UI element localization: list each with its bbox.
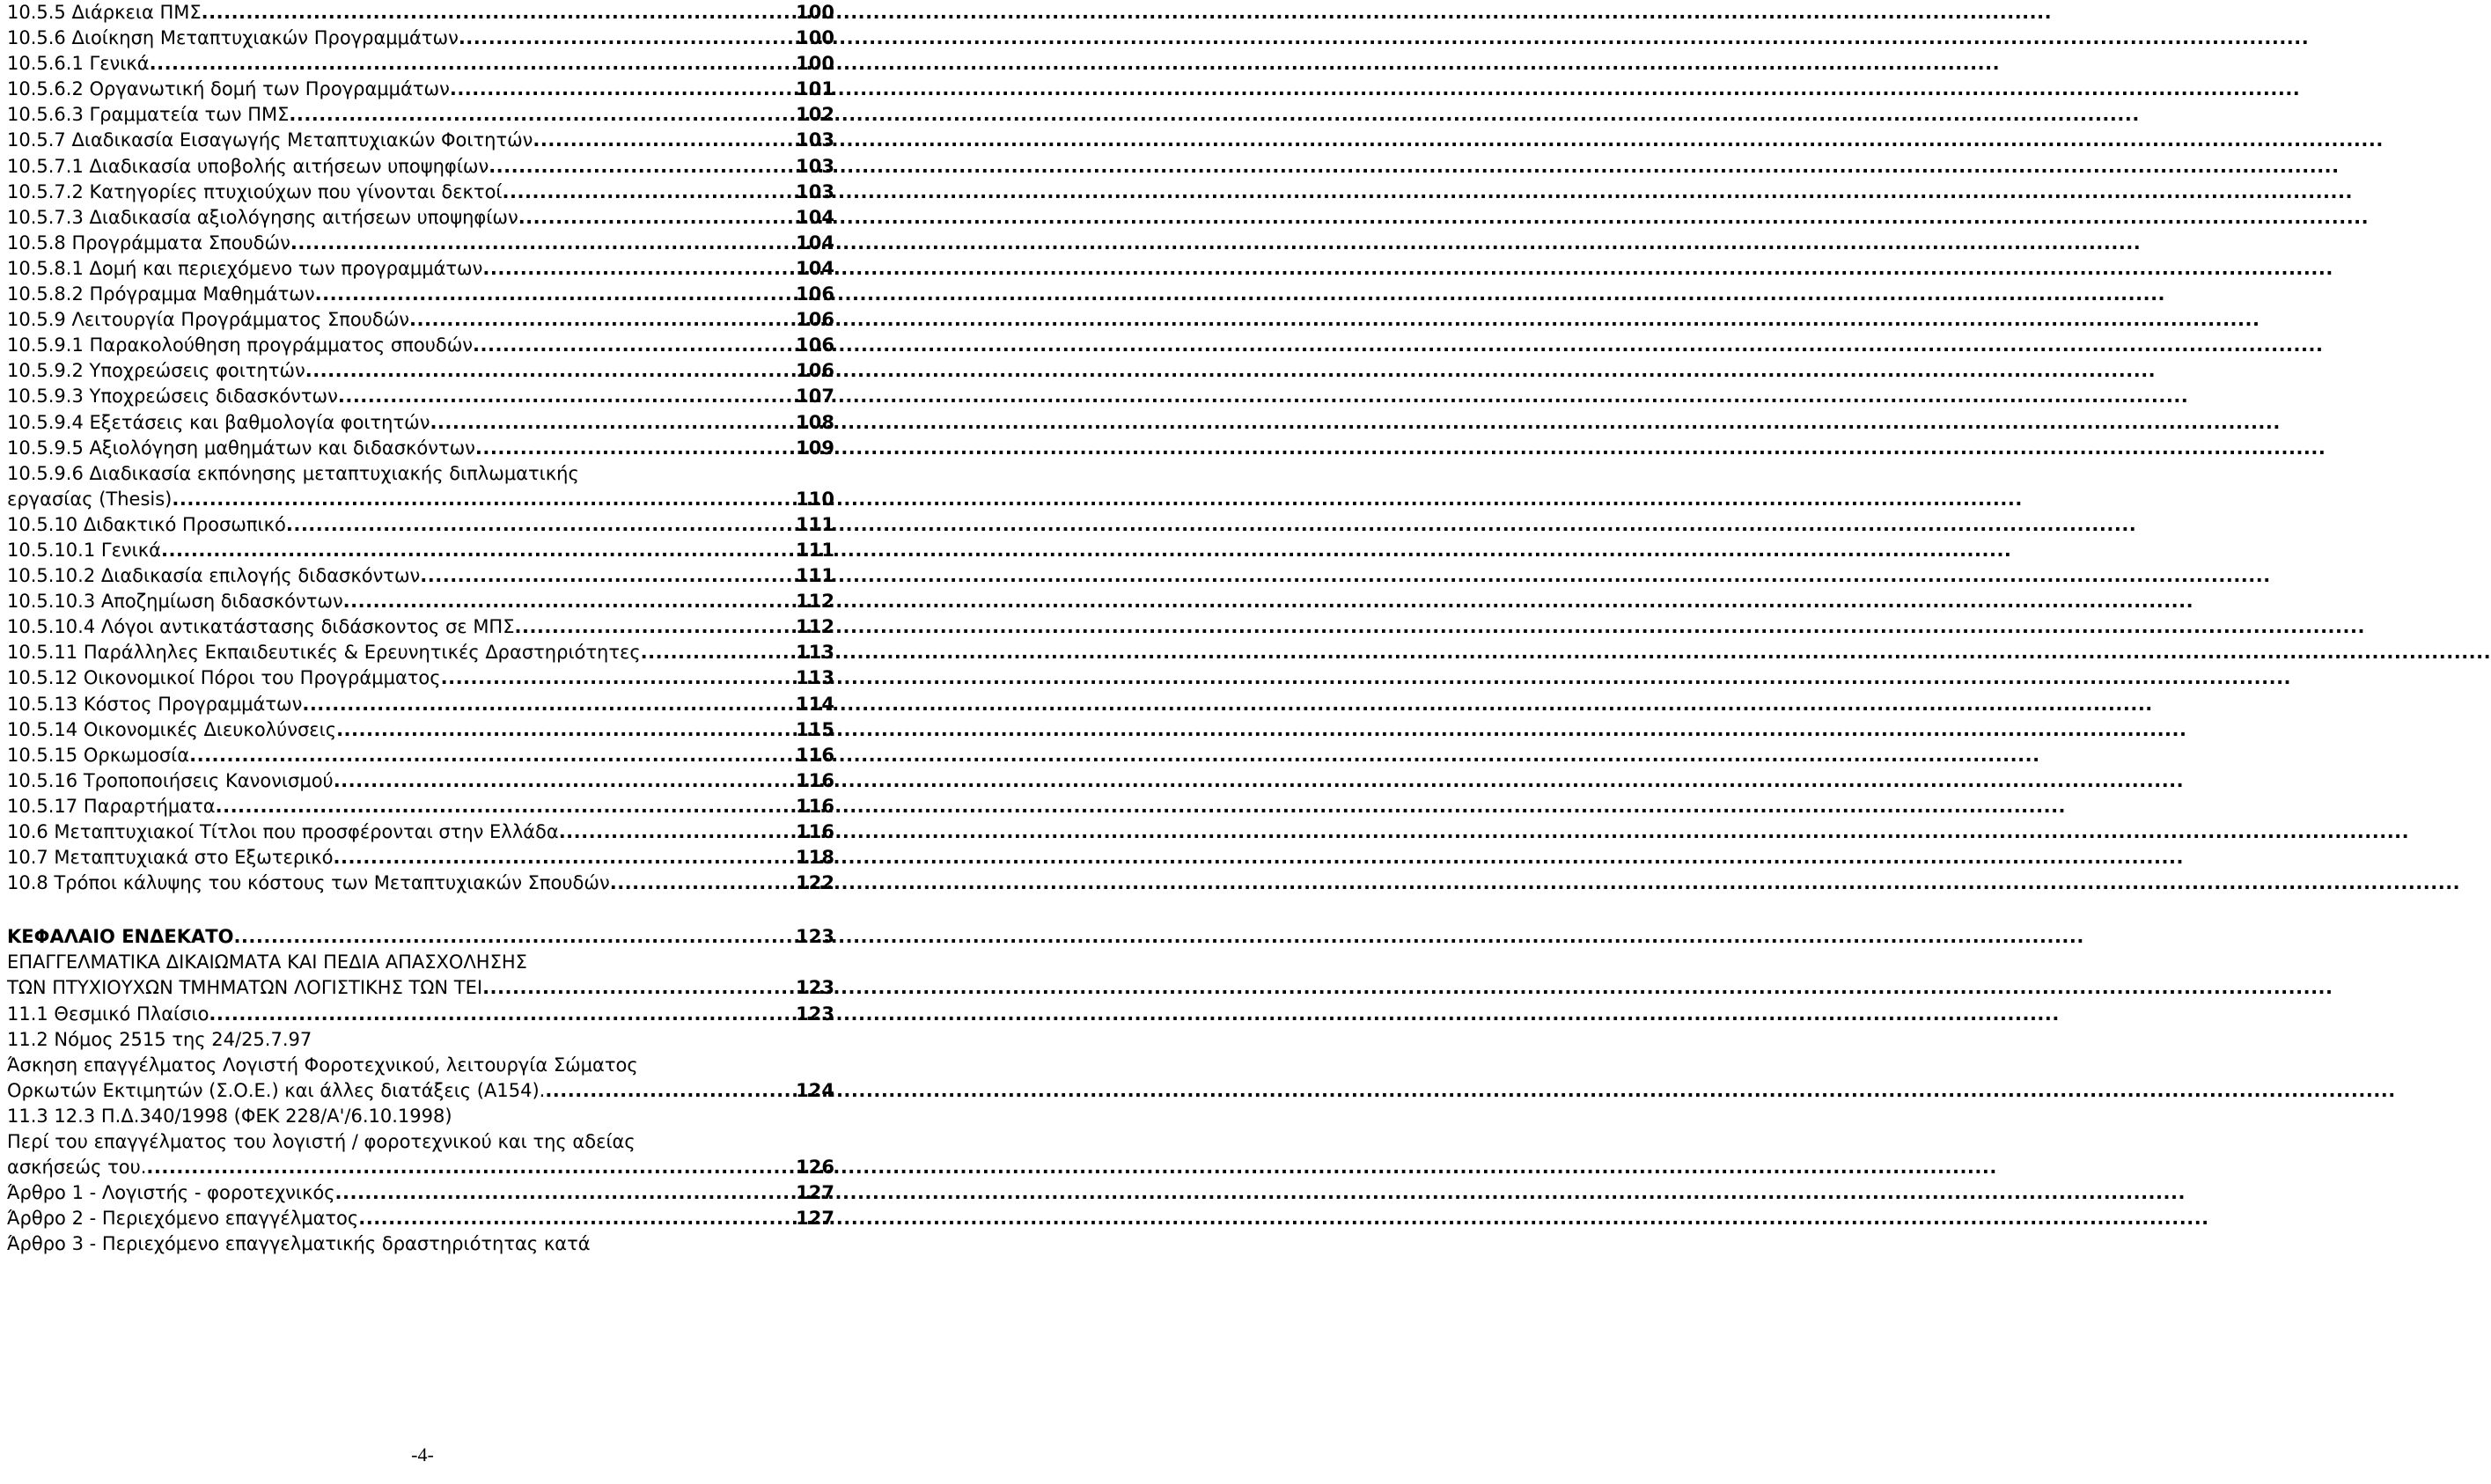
toc-entry-title: 10.5.10.2 Διαδικασία επιλογής διδασκόντων bbox=[7, 565, 421, 587]
toc-entry-title: 10.5.6.1 Γενικά bbox=[7, 53, 150, 75]
toc-entry[interactable] bbox=[7, 487, 834, 512]
toc-entry-page: 104 bbox=[796, 206, 834, 228]
toc-entry-page: 102 bbox=[796, 104, 834, 126]
toc-entry-title: 10.5.6.3 Γραμματεία των ΠΜΣ bbox=[7, 104, 290, 126]
dot-leader bbox=[202, 0, 794, 26]
toc-entry-title: 10.5.8 Προγράμματα Σπουδών bbox=[7, 231, 290, 253]
toc-entry-title: 10.5.6 Διοίκηση Μεταπτυχιακών Προγραμμάτων bbox=[7, 27, 459, 49]
toc-entry-page: 106 bbox=[796, 283, 834, 305]
dot-leader bbox=[409, 307, 793, 333]
dot-leader bbox=[482, 975, 793, 1001]
toc-entry[interactable] bbox=[7, 743, 834, 768]
dot-leader bbox=[216, 794, 794, 819]
dot-leader bbox=[315, 282, 794, 307]
toc-entry[interactable] bbox=[7, 692, 834, 717]
spacer bbox=[7, 896, 834, 924]
toc-entry-page: 109 bbox=[796, 437, 834, 459]
dot-leader bbox=[338, 384, 793, 409]
toc-entry-title: 11.1 Θεσμικό Πλαίσιο bbox=[7, 1003, 209, 1025]
dot-leader bbox=[146, 1155, 793, 1180]
toc-entry-page: 112 bbox=[796, 591, 834, 613]
toc-entry[interactable] bbox=[7, 538, 834, 563]
toc-entry[interactable] bbox=[7, 1180, 834, 1206]
toc-entry[interactable] bbox=[7, 1206, 834, 1231]
toc-entry-title: 10.7 Μεταπτυχιακά στο Εξωτερικό bbox=[7, 847, 334, 869]
dot-leader bbox=[441, 665, 794, 691]
toc-entry-page: 106 bbox=[796, 360, 834, 382]
toc-entry[interactable] bbox=[7, 794, 834, 819]
toc-entry-title: 10.5.7.1 Διαδικασία υποβολής αιτήσεων υποψηφίων bbox=[7, 155, 489, 177]
toc-entry[interactable] bbox=[7, 1078, 834, 1104]
chapter-subtitle-line bbox=[7, 950, 834, 975]
dot-leader bbox=[503, 180, 794, 205]
toc-entry-page: 101 bbox=[796, 78, 834, 100]
toc-entry-title: 10.5.9.1 Παρακολούθηση προγράμματος σπουδών bbox=[7, 334, 474, 356]
toc-entry[interactable] bbox=[7, 205, 834, 231]
toc-entry-title: 10.5.7.3 Διαδικασία αξιολόγησης αιτήσεων υποψηφίων bbox=[7, 206, 518, 228]
toc-entry[interactable] bbox=[7, 102, 834, 128]
toc-entry-title: 10.5.9.3 Υποχρεώσεις διδασκόντων bbox=[7, 386, 338, 408]
toc-entry-title: 10.5.8.1 Δομή και περιεχόμενο των προγραμμάτων bbox=[7, 257, 483, 279]
dot-leader bbox=[209, 1002, 793, 1027]
toc-entry[interactable] bbox=[7, 845, 834, 871]
dot-leader bbox=[334, 845, 794, 871]
toc-entry-page: 116 bbox=[796, 769, 834, 791]
toc-entry-title: 10.5.6.2 Οργανωτική δομή των Προγραμμάτων bbox=[7, 78, 450, 100]
toc-entry-line bbox=[7, 1053, 834, 1078]
toc-entry-page: 100 bbox=[796, 2, 834, 23]
toc-entry[interactable] bbox=[7, 512, 834, 538]
toc-entry[interactable] bbox=[7, 180, 834, 205]
toc-entry-page: 116 bbox=[796, 744, 834, 766]
toc-entry-title: 10.5.15 Ορκωμοσία bbox=[7, 744, 190, 766]
toc-entry[interactable] bbox=[7, 0, 834, 26]
chapter-subtitle: ΕΠΑΓΓΕΛΜΑΤΙΚΑ ΔΙΚΑΙΩΜΑΤΑ ΚΑΙ ΠΕΔΙΑ ΑΠΑΣΧΟΛΗΣΗΣ bbox=[7, 951, 527, 973]
toc-entry-title: 10.5.9.6 Διαδικασία εκπόνησης μεταπτυχιακής διπλωματικής bbox=[7, 462, 579, 484]
toc-entry-page: 106 bbox=[796, 309, 834, 331]
toc-entry-title: 10.5.7.2 Κατηγορίες πτυχιούχων που γίνονται δεκτοί bbox=[7, 180, 503, 202]
dot-leader bbox=[473, 333, 793, 358]
dot-leader bbox=[515, 614, 794, 640]
toc-entry-title: 10.5.17 Παραρτήματα bbox=[7, 795, 216, 817]
toc-entry-page: 113 bbox=[796, 642, 834, 664]
toc-entry-page: 111 bbox=[796, 513, 834, 535]
dot-leader bbox=[161, 538, 793, 563]
toc-entry-line bbox=[7, 1027, 834, 1053]
toc-entry-page: 108 bbox=[796, 411, 834, 433]
toc-entry-line bbox=[7, 1129, 834, 1155]
toc-entry[interactable] bbox=[7, 819, 834, 845]
toc-entry[interactable] bbox=[7, 231, 834, 256]
dot-leader bbox=[305, 358, 793, 384]
toc-entry[interactable] bbox=[7, 256, 834, 282]
toc-entry[interactable] bbox=[7, 589, 834, 614]
toc-entry[interactable] bbox=[7, 333, 834, 358]
toc-group-10-5-5-to-10-5-9-5 bbox=[7, 0, 834, 461]
dot-leader bbox=[533, 128, 793, 153]
toc-entry-title: Άρθρο 2 - Περιεχόμενο επαγγέλματος bbox=[7, 1208, 359, 1230]
toc-entry-page: 100 bbox=[796, 53, 834, 75]
toc-entry-title: 10.5.9 Λειτουργία Προγράμματος Σπουδών bbox=[7, 309, 410, 331]
dot-leader bbox=[610, 871, 793, 896]
toc-entry-title: 10.5.10.1 Γενικά bbox=[7, 539, 161, 561]
toc-entry-page: 115 bbox=[796, 718, 834, 740]
dot-leader bbox=[459, 26, 793, 51]
toc-entry-page: 110 bbox=[796, 488, 834, 510]
toc-entry-title: εργασίας (Thesis) bbox=[7, 488, 173, 510]
toc-entry[interactable] bbox=[7, 410, 834, 436]
toc-entry-page: 122 bbox=[796, 872, 834, 894]
toc-entry[interactable] bbox=[7, 77, 834, 102]
toc-entry[interactable] bbox=[7, 26, 834, 51]
toc-entry-title: 10.5.13 Κόστος Προγραμμάτων bbox=[7, 693, 303, 715]
toc-entry[interactable] bbox=[7, 282, 834, 307]
toc-entry-page: 100 bbox=[796, 27, 834, 49]
dot-leader bbox=[545, 1078, 793, 1104]
chapter-title: ΚΕΦΑΛΑΙΟ ΕΝΔΕΚΑΤΟ bbox=[7, 926, 234, 948]
toc-entry-page: 103 bbox=[796, 155, 834, 177]
toc-entry-title: Άρθρο 3 - Περιεχόμενο επαγγελματικής δραστηριότητας κατά bbox=[7, 1233, 591, 1255]
toc-entry-title: 10.5.10.3 Αποζημίωση διδασκόντων bbox=[7, 591, 343, 613]
toc-entry-page: 104 bbox=[796, 257, 834, 279]
toc-entry[interactable] bbox=[7, 358, 834, 384]
dot-leader bbox=[334, 768, 793, 794]
toc-entry[interactable] bbox=[7, 436, 834, 461]
dot-leader bbox=[482, 256, 793, 282]
table-of-contents bbox=[7, 0, 834, 1258]
toc-entry-title: Περί του επαγγέλματος του λογιστή / φοροτεχνικού και της αδείας bbox=[7, 1131, 636, 1153]
dot-leader bbox=[172, 487, 793, 512]
dot-leader bbox=[420, 563, 793, 589]
toc-entry-page: 111 bbox=[796, 565, 834, 587]
toc-entry-title: 10.6 Μεταπτυχιακοί Τίτλοι που προσφέρονται στην Ελλάδα bbox=[7, 821, 559, 842]
dot-leader bbox=[489, 154, 793, 180]
toc-entry-title: Άρθρο 1 - Λογιστής - φοροτεχνικός bbox=[7, 1182, 335, 1204]
dot-leader bbox=[336, 717, 793, 743]
toc-entry[interactable] bbox=[7, 871, 834, 896]
toc-entry-line bbox=[7, 461, 834, 487]
toc-entry-page: 126 bbox=[796, 1157, 834, 1179]
dot-leader bbox=[302, 692, 793, 717]
toc-entry-title: 10.5.9.5 Αξιολόγηση μαθημάτων και διδασκόντων bbox=[7, 437, 475, 459]
toc-entry-line bbox=[7, 1104, 834, 1129]
toc-entry-title: 10.5.10.4 Λόγοι αντικατάστασης διδάσκοντος σε ΜΠΣ bbox=[7, 616, 515, 638]
toc-entry-title: 10.5.14 Οικονομικές Διευκολύνσεις bbox=[7, 718, 337, 740]
toc-entry-title: 10.5.7 Διαδικασία Εισαγωγής Μεταπτυχιακών Φοιτητών bbox=[7, 129, 533, 151]
chapter-subtitle-entry[interactable] bbox=[7, 975, 834, 1001]
toc-entry-page: 123 bbox=[796, 977, 834, 999]
toc-entry-title: 11.2 Νόμος 2515 της 24/25.7.97 bbox=[7, 1028, 312, 1050]
toc-entry-page: 103 bbox=[796, 129, 834, 151]
toc-entry-page: 127 bbox=[796, 1208, 834, 1230]
dot-leader bbox=[641, 640, 793, 665]
chapter-subtitle: ΤΩΝ ΠΤΥΧΙΟΥΧΩΝ ΤΜΗΜΑΤΩΝ ΛΟΓΙΣΤΙΚΗΣ ΤΩΝ ΤΕΙ bbox=[7, 977, 483, 999]
toc-entry[interactable] bbox=[7, 665, 834, 691]
dot-leader bbox=[233, 924, 793, 950]
toc-entry[interactable] bbox=[7, 1155, 834, 1180]
toc-entry-title: 10.5.8.2 Πρόγραμμα Μαθημάτων bbox=[7, 283, 315, 305]
toc-entry-title: 10.5.12 Οικονομικοί Πόροι του Προγράμματος bbox=[7, 667, 441, 689]
toc-entry-page: 114 bbox=[796, 693, 834, 715]
toc-entry-title: Άσκηση επαγγέλματος Λογιστή Φοροτεχνικού, λειτουργία Σώματος bbox=[7, 1054, 638, 1076]
toc-entry-title: 10.8 Τρόποι κάλυψης του κόστους των Μεταπτυχιακών Σπουδών bbox=[7, 872, 610, 894]
toc-entry-page: 123 bbox=[796, 1003, 834, 1025]
dot-leader bbox=[290, 231, 793, 256]
toc-entry-title: 10.5.9.4 Εξετάσεις και βαθμολογία φοιτητών bbox=[7, 411, 430, 433]
toc-entry[interactable] bbox=[7, 717, 834, 743]
chapter-page: 123 bbox=[796, 926, 834, 948]
toc-entry-title: Ορκωτών Εκτιμητών (Σ.Ο.Ε.) και άλλες διατάξεις (Α154). bbox=[7, 1079, 546, 1101]
dot-leader bbox=[150, 51, 794, 77]
toc-entry-title: 10.5.16 Τροποποιήσεις Κανονισμού bbox=[7, 769, 334, 791]
toc-entry-title: 10.5.11 Παράλληλες Εκπαιδευτικές & Ερευνητικές Δραστηριότητες bbox=[7, 642, 641, 664]
dot-leader bbox=[430, 410, 793, 436]
toc-entry-page: 116 bbox=[796, 821, 834, 842]
dot-leader bbox=[559, 819, 793, 845]
dot-leader bbox=[289, 102, 793, 128]
toc-entry[interactable] bbox=[7, 154, 834, 180]
toc-entry-title: 11.3 12.3 Π.Δ.340/1998 (ΦΕΚ 228/Α'/6.10.1998) bbox=[7, 1105, 452, 1127]
dot-leader bbox=[358, 1206, 793, 1231]
chapter-heading[interactable] bbox=[7, 924, 834, 950]
dot-leader bbox=[335, 1180, 794, 1206]
toc-entry-page: 111 bbox=[796, 539, 834, 561]
dot-leader bbox=[343, 589, 793, 614]
toc-entry[interactable] bbox=[7, 1002, 834, 1027]
toc-entry[interactable] bbox=[7, 51, 834, 77]
toc-entry[interactable] bbox=[7, 640, 834, 665]
toc-entry-page: 107 bbox=[796, 386, 834, 408]
toc-entry-page: 127 bbox=[796, 1182, 834, 1204]
dot-leader bbox=[475, 436, 793, 461]
toc-entry-page: 106 bbox=[796, 334, 834, 356]
toc-entry[interactable] bbox=[7, 768, 834, 794]
toc-entry-page: 104 bbox=[796, 231, 834, 253]
toc-entry-title: 10.5.5 Διάρκεια ΠΜΣ bbox=[7, 2, 202, 23]
dot-leader bbox=[450, 77, 793, 102]
toc-entry-title: 10.5.9.2 Υποχρεώσεις φοιτητών bbox=[7, 360, 305, 382]
toc-entry[interactable] bbox=[7, 614, 834, 640]
toc-entry[interactable] bbox=[7, 307, 834, 333]
dot-leader bbox=[518, 205, 793, 231]
dot-leader bbox=[286, 512, 793, 538]
toc-entry-page: 103 bbox=[796, 180, 834, 202]
toc-entry-page: 116 bbox=[796, 795, 834, 817]
toc-entry[interactable] bbox=[7, 128, 834, 153]
toc-entry[interactable] bbox=[7, 384, 834, 409]
toc-entry-title: ασκήσεώς του. bbox=[7, 1157, 147, 1179]
toc-entry-page: 118 bbox=[796, 847, 834, 869]
toc-entry-title: 10.5.10 Διδακτικό Προσωπικό bbox=[7, 513, 286, 535]
page-number: -4- bbox=[411, 1444, 434, 1466]
toc-entry[interactable] bbox=[7, 563, 834, 589]
toc-entry-page: 113 bbox=[796, 667, 834, 689]
toc-entry-page: 112 bbox=[796, 616, 834, 638]
toc-entry-page: 124 bbox=[796, 1079, 834, 1101]
toc-group-10-5-10-to-10-8 bbox=[7, 512, 834, 896]
dot-leader bbox=[189, 743, 793, 768]
toc-entry-line bbox=[7, 1231, 834, 1257]
